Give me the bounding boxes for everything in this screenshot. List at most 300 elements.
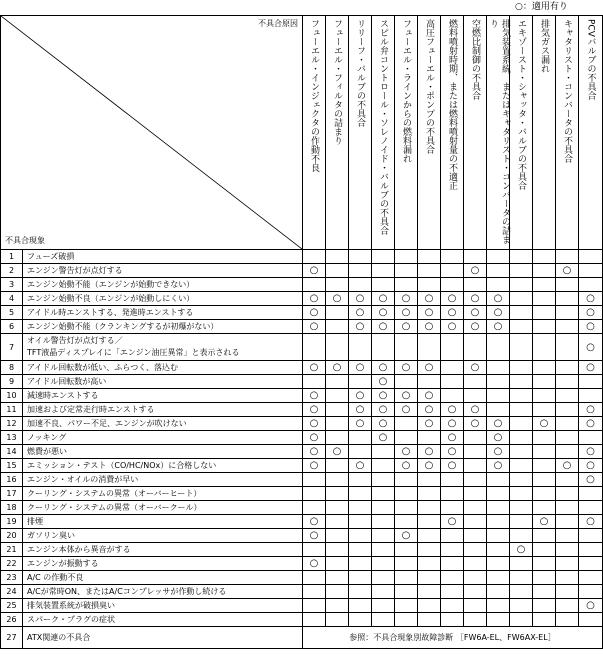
empty-cell [533, 320, 556, 334]
empty-cell [464, 487, 487, 501]
empty-cell [441, 613, 464, 627]
empty-cell [510, 306, 533, 320]
empty-cell [418, 501, 441, 515]
symptom-text: エンジン本体から異音がする [27, 545, 131, 554]
empty-cell [464, 278, 487, 292]
empty-cell [441, 501, 464, 515]
empty-cell [395, 264, 418, 278]
empty-cell [556, 431, 579, 445]
empty-cell [533, 445, 556, 459]
cause-header-9 [487, 16, 510, 250]
row-number: 13 [1, 431, 23, 445]
applicable-mark: ○ [395, 292, 418, 306]
symptom-text: A/Cが常時ON、またはA/Cコンプレッサが作動し続ける [27, 587, 227, 596]
applicable-mark: ○ [349, 389, 372, 403]
empty-cell [418, 613, 441, 627]
applicable-mark: ○ [418, 292, 441, 306]
applicable-mark: ○ [395, 403, 418, 417]
empty-cell [395, 543, 418, 557]
empty-cell [349, 375, 372, 389]
table-row [1, 361, 603, 375]
empty-cell [418, 264, 441, 278]
table-row [1, 445, 603, 459]
applicable-mark: ○ [441, 445, 464, 459]
empty-cell [326, 389, 349, 403]
empty-cell [487, 278, 510, 292]
empty-cell [372, 571, 395, 585]
applicable-mark: ○ [395, 306, 418, 320]
symptom-cell [23, 389, 303, 403]
empty-cell [487, 264, 510, 278]
empty-cell [579, 543, 603, 557]
symptom-cell [23, 459, 303, 473]
empty-cell [556, 557, 579, 571]
empty-cell [556, 529, 579, 543]
empty-cell [533, 389, 556, 403]
row-number: 25 [1, 599, 23, 613]
empty-cell [556, 361, 579, 375]
applicable-mark: ○ [464, 403, 487, 417]
empty-cell [326, 459, 349, 473]
table-row [1, 334, 603, 361]
symptom-cell [23, 264, 303, 278]
empty-cell [326, 375, 349, 389]
cause-label: キャタリスト・コンバータの不具合 [562, 19, 572, 163]
cause-header-5 [395, 16, 418, 250]
applicable-mark: ○ [303, 459, 326, 473]
empty-cell [510, 529, 533, 543]
empty-cell [464, 250, 487, 264]
symptom-cell [23, 361, 303, 375]
table-row [1, 459, 603, 473]
empty-cell [464, 571, 487, 585]
applicable-mark: ○ [579, 599, 603, 613]
empty-cell [510, 585, 533, 599]
applicable-mark: ○ [372, 306, 395, 320]
empty-cell [326, 515, 349, 529]
empty-cell [487, 473, 510, 487]
empty-cell [395, 278, 418, 292]
empty-cell [441, 473, 464, 487]
empty-cell [349, 599, 372, 613]
applicable-mark: ○ [303, 264, 326, 278]
corner-cell [1, 16, 303, 250]
applicable-mark: ○ [441, 459, 464, 473]
empty-cell [372, 613, 395, 627]
empty-cell [326, 543, 349, 557]
cause-label: エキゾースト・シャッタ・バルブの不具合 [516, 19, 526, 190]
empty-cell [395, 431, 418, 445]
empty-cell [326, 585, 349, 599]
applicable-mark: ○ [487, 431, 510, 445]
empty-cell [326, 431, 349, 445]
applicable-mark: ○ [579, 361, 603, 375]
applicable-mark: ○ [418, 361, 441, 375]
empty-cell [349, 473, 372, 487]
empty-cell [510, 515, 533, 529]
table-row [1, 473, 603, 487]
cause-header-10 [510, 16, 533, 250]
empty-cell [533, 306, 556, 320]
empty-cell [326, 501, 349, 515]
empty-cell [487, 334, 510, 361]
empty-cell [487, 501, 510, 515]
empty-cell [303, 501, 326, 515]
empty-cell [510, 375, 533, 389]
row-number: 3 [1, 278, 23, 292]
applicable-mark: ○ [533, 515, 556, 529]
empty-cell [303, 375, 326, 389]
symptom-text: エンジン始動不能（クランキングするが初爆がない） [27, 322, 219, 331]
empty-cell [418, 529, 441, 543]
empty-cell [349, 543, 372, 557]
empty-cell [510, 292, 533, 306]
empty-cell [487, 250, 510, 264]
empty-cell [303, 571, 326, 585]
symptom-cell [23, 445, 303, 459]
applicable-mark: ○ [441, 306, 464, 320]
applicable-mark: ○ [303, 529, 326, 543]
applicable-mark: ○ [464, 361, 487, 375]
empty-cell [533, 501, 556, 515]
empty-cell [464, 585, 487, 599]
applicable-mark: ○ [372, 403, 395, 417]
empty-cell [372, 264, 395, 278]
empty-cell [418, 515, 441, 529]
applicable-mark: ○ [579, 459, 603, 473]
empty-cell [441, 264, 464, 278]
row-number: 12 [1, 417, 23, 431]
symptom-text: フューズ破損 [27, 252, 75, 261]
empty-cell [418, 585, 441, 599]
empty-cell [418, 375, 441, 389]
empty-cell [579, 557, 603, 571]
cause-header-1 [303, 16, 326, 250]
empty-cell [349, 557, 372, 571]
empty-cell [326, 278, 349, 292]
table-body [1, 250, 603, 649]
cause-label: 高圧フューエル・ポンプの不具合 [424, 19, 434, 154]
cause-column-title: 不具合原因 [258, 19, 298, 28]
symptom-text: ノッキング [27, 433, 67, 442]
empty-cell [441, 585, 464, 599]
table-row [1, 278, 603, 292]
empty-cell [326, 557, 349, 571]
symptom-text: アイドル時エンストする、発進時エンストする [27, 308, 194, 317]
applicable-mark: ○ [303, 431, 326, 445]
symptom-text: A/C の作動不良 [27, 573, 84, 582]
empty-cell [579, 389, 603, 403]
symptom-cell [23, 487, 303, 501]
applicable-mark: ○ [418, 417, 441, 431]
row-number: 24 [1, 585, 23, 599]
symptom-text: クーリング・システムの異常（オーバーヒート） [27, 489, 202, 498]
empty-cell [326, 571, 349, 585]
empty-cell [556, 599, 579, 613]
applicable-mark: ○ [418, 389, 441, 403]
empty-cell [579, 487, 603, 501]
applicable-mark: ○ [533, 417, 556, 431]
row-number: 21 [1, 543, 23, 557]
applicable-mark: ○ [303, 320, 326, 334]
applicable-mark: ○ [326, 292, 349, 306]
symptom-cell [23, 515, 303, 529]
applicable-mark: ○ [418, 403, 441, 417]
row-number: 4 [1, 292, 23, 306]
applicable-mark: ○ [372, 431, 395, 445]
empty-cell [510, 599, 533, 613]
table-row [1, 320, 603, 334]
symptom-cell [23, 278, 303, 292]
empty-cell [441, 334, 464, 361]
empty-cell [464, 459, 487, 473]
cause-header-8 [464, 16, 487, 250]
applicable-mark: ○ [579, 320, 603, 334]
troubleshooting-matrix [0, 15, 603, 649]
empty-cell [441, 571, 464, 585]
row-number: 19 [1, 515, 23, 529]
symptom-cell [23, 320, 303, 334]
applicable-mark: ○ [349, 403, 372, 417]
empty-cell [395, 599, 418, 613]
applicable-mark: ○ [441, 292, 464, 306]
empty-cell [510, 473, 533, 487]
row-number: 9 [1, 375, 23, 389]
symptom-text: 排気装置系統が破損臭い [27, 601, 115, 610]
applicable-mark: ○ [349, 459, 372, 473]
empty-cell [372, 529, 395, 543]
empty-cell [326, 320, 349, 334]
symptom-column-title: 不具合現象 [5, 236, 45, 245]
empty-cell [533, 278, 556, 292]
symptom-text: アイドル回転数が低い、ふらつく、落込む [27, 363, 179, 372]
empty-cell [533, 571, 556, 585]
symptom-text: スパーク・プラグの症状 [27, 615, 115, 624]
empty-cell [418, 278, 441, 292]
cause-header-12 [556, 16, 579, 250]
symptom-text: クーリング・システムの異常（オーバークール） [27, 503, 202, 512]
empty-cell [418, 334, 441, 361]
empty-cell [487, 571, 510, 585]
empty-cell [464, 599, 487, 613]
applicable-mark: ○ [487, 459, 510, 473]
applicable-mark: ○ [579, 292, 603, 306]
empty-cell [579, 571, 603, 585]
symptom-cell [23, 529, 303, 543]
empty-cell [533, 250, 556, 264]
empty-cell [579, 529, 603, 543]
empty-cell [372, 334, 395, 361]
empty-cell [395, 557, 418, 571]
empty-cell [372, 501, 395, 515]
applicable-mark: ○ [303, 292, 326, 306]
empty-cell [372, 599, 395, 613]
applicable-mark: ○ [464, 320, 487, 334]
reference-note: 参照：不具合現象別故障診断 ［FW6A-EL、FW6AX-EL］ [303, 627, 603, 649]
empty-cell [556, 543, 579, 557]
empty-cell [464, 334, 487, 361]
applicable-mark: ○ [579, 417, 603, 431]
empty-cell [487, 487, 510, 501]
applicable-mark: ○ [464, 306, 487, 320]
table-row [1, 543, 603, 557]
empty-cell [395, 417, 418, 431]
cause-header-13 [579, 16, 603, 250]
empty-cell [487, 403, 510, 417]
applicable-mark: ○ [579, 306, 603, 320]
applicable-mark: ○ [418, 445, 441, 459]
applicable-mark: ○ [487, 306, 510, 320]
empty-cell [510, 334, 533, 361]
empty-cell [349, 445, 372, 459]
empty-cell [441, 543, 464, 557]
table-row [1, 557, 603, 571]
table-row-atx [1, 627, 603, 649]
applicable-mark: ○ [303, 403, 326, 417]
cause-header-6 [418, 16, 441, 250]
symptom-cell [23, 250, 303, 264]
applicable-mark: ○ [556, 264, 579, 278]
empty-cell [372, 585, 395, 599]
empty-cell [349, 264, 372, 278]
table-row [1, 375, 603, 389]
cause-header-11 [533, 16, 556, 250]
symptom-text: エンジン始動不良（エンジンが始動しにくい） [27, 294, 195, 303]
empty-cell [418, 557, 441, 571]
table-row [1, 515, 603, 529]
applicable-mark: ○ [303, 306, 326, 320]
empty-cell [510, 571, 533, 585]
applicable-mark: ○ [395, 361, 418, 375]
applicable-mark: ○ [579, 445, 603, 459]
row-number: 8 [1, 361, 23, 375]
applicable-mark: ○ [418, 459, 441, 473]
empty-cell [510, 487, 533, 501]
empty-cell [510, 403, 533, 417]
applicable-mark: ○ [372, 361, 395, 375]
empty-cell [510, 501, 533, 515]
empty-cell [556, 473, 579, 487]
applicable-mark: ○ [441, 320, 464, 334]
table-row [1, 417, 603, 431]
empty-cell [349, 431, 372, 445]
empty-cell [464, 515, 487, 529]
row-number: 23 [1, 571, 23, 585]
empty-cell [303, 543, 326, 557]
empty-cell [510, 459, 533, 473]
symptom-text: エンジン警告灯が点灯する [27, 266, 123, 275]
empty-cell [418, 487, 441, 501]
table-row [1, 264, 603, 278]
table-row [1, 501, 603, 515]
applicable-mark: ○ [349, 306, 372, 320]
symptom-text: エンジンが振動する [27, 559, 99, 568]
empty-cell [326, 417, 349, 431]
row-number: 5 [1, 306, 23, 320]
symptom-cell [23, 557, 303, 571]
empty-cell [349, 585, 372, 599]
empty-cell [533, 403, 556, 417]
empty-cell [487, 375, 510, 389]
empty-cell [556, 585, 579, 599]
applicable-mark: ○ [487, 445, 510, 459]
symptom-text: 加速および定常走行時エンストする [27, 405, 155, 414]
empty-cell [372, 278, 395, 292]
empty-cell [395, 250, 418, 264]
empty-cell [303, 487, 326, 501]
empty-cell [441, 529, 464, 543]
empty-cell [464, 431, 487, 445]
empty-cell [533, 334, 556, 361]
empty-cell [349, 571, 372, 585]
table-row [1, 487, 603, 501]
symptom-text: ATX関連の不具合 [23, 627, 303, 649]
applicable-mark: ○ [395, 459, 418, 473]
table-row [1, 585, 603, 599]
empty-cell [326, 334, 349, 361]
empty-cell [326, 599, 349, 613]
empty-cell [556, 334, 579, 361]
cause-label: PCVバルブの不具合 [585, 19, 596, 100]
cause-label: リリーフ・バルブの不具合 [355, 19, 365, 127]
empty-cell [533, 292, 556, 306]
empty-cell [395, 515, 418, 529]
empty-cell [395, 487, 418, 501]
empty-cell [372, 487, 395, 501]
row-number: 10 [1, 389, 23, 403]
diagonal-line [1, 16, 302, 249]
applicable-mark: ○ [349, 320, 372, 334]
applicable-mark: ○ [579, 473, 603, 487]
table-row [1, 599, 603, 613]
empty-cell [533, 599, 556, 613]
empty-cell [510, 361, 533, 375]
row-number: 22 [1, 557, 23, 571]
empty-cell [372, 250, 395, 264]
empty-cell [510, 250, 533, 264]
applicable-mark: ○ [579, 515, 603, 529]
empty-cell [487, 361, 510, 375]
symptom-text-line2: TFT液晶ディスプレイに「エンジン油圧異常」と表示される [27, 348, 240, 357]
table-row [1, 306, 603, 320]
empty-cell [510, 613, 533, 627]
symptom-text: オイル警告灯が点灯する／ [27, 336, 123, 345]
empty-cell [556, 515, 579, 529]
empty-cell [395, 375, 418, 389]
empty-cell [441, 361, 464, 375]
empty-cell [372, 473, 395, 487]
cause-label: 空燃比制御の不具合 [470, 19, 480, 100]
cause-label: フューエル・ラインからの燃料漏れ [401, 19, 411, 163]
empty-cell [303, 585, 326, 599]
empty-cell [556, 375, 579, 389]
empty-cell [441, 250, 464, 264]
applicable-mark: ○ [510, 543, 533, 557]
applicable-mark: ○ [326, 445, 349, 459]
cause-label: 燃料噴射時期、または燃料噴射量の不適正 [447, 19, 457, 190]
empty-cell [441, 487, 464, 501]
row-number: 20 [1, 529, 23, 543]
row-number: 6 [1, 320, 23, 334]
empty-cell [510, 389, 533, 403]
empty-cell [487, 543, 510, 557]
empty-cell [349, 278, 372, 292]
empty-cell [395, 585, 418, 599]
empty-cell [579, 585, 603, 599]
empty-cell [372, 459, 395, 473]
empty-cell [326, 473, 349, 487]
cause-label: フューエル・フィルタの詰まり [332, 19, 342, 145]
